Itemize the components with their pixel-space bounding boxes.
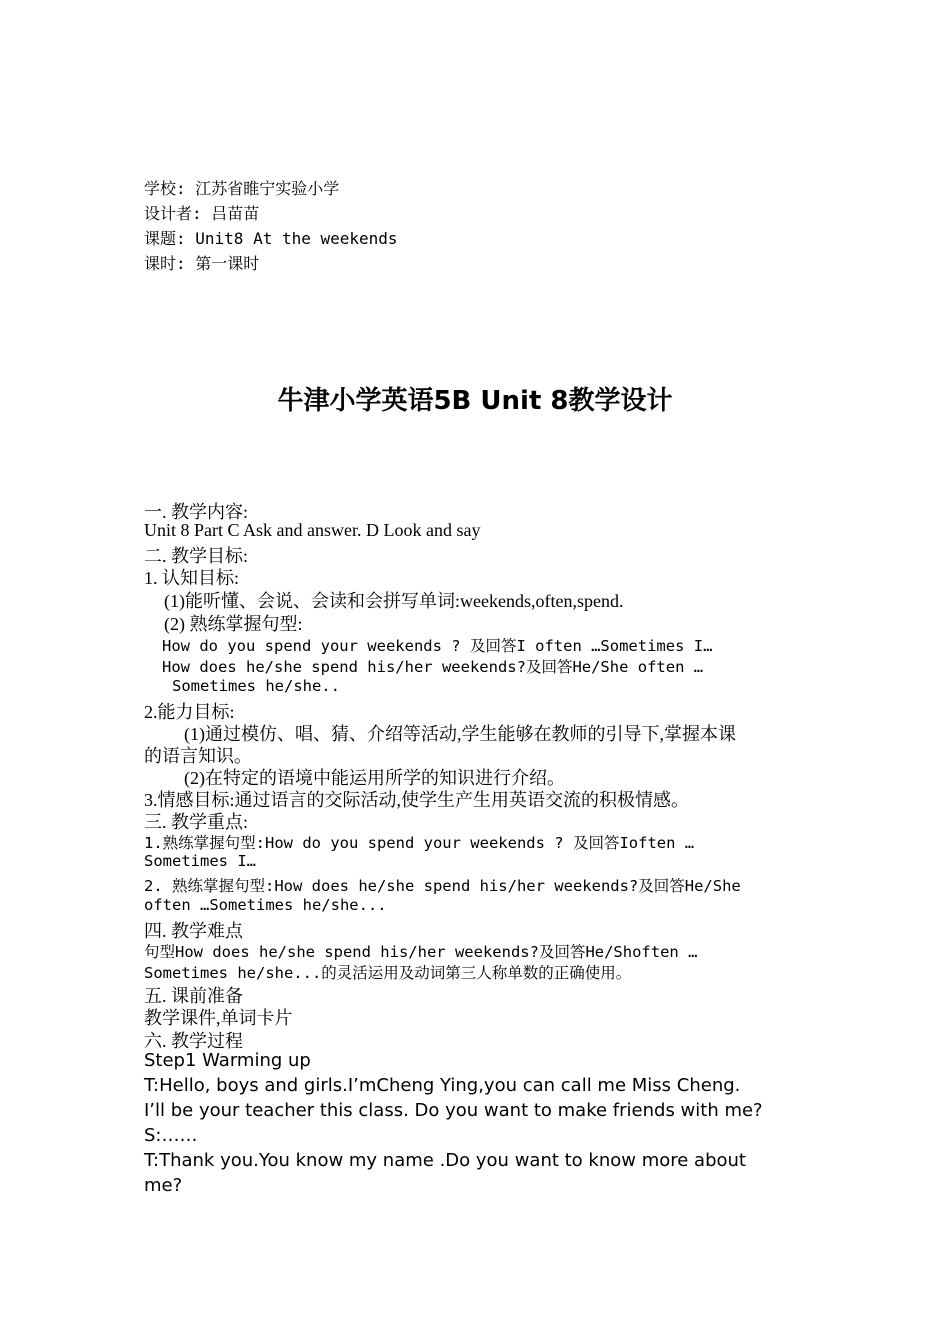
document-title: 牛津小学英语5B Unit 8教学设计 bbox=[277, 386, 673, 416]
text-line: 2. 熟练掌握句型:How does he/she spend his/her weekends?及回答He/She bbox=[144, 877, 741, 895]
period-line: 课时: 第一课时 bbox=[144, 254, 260, 273]
text-line: 3.情感目标:通过语言的交际活动,使学生产生用英语交流的积极情感。 bbox=[144, 790, 689, 810]
section-heading: 五. 课前准备 bbox=[144, 986, 243, 1006]
text-line: (1)通过模仿、唱、猜、介绍等活动,学生能够在教师的引导下,掌握本课 bbox=[184, 724, 736, 744]
dialogue-line: I’ll be your teacher this class. Do you want to make friends with me? bbox=[144, 1100, 763, 1121]
text-line: Sometimes I… bbox=[144, 852, 256, 870]
text-line: How does he/she spend his/her weekends?及回答He/She often … bbox=[162, 658, 704, 676]
text-line: How do you spend your weekends ? 及回答I often …Sometimes I… bbox=[162, 637, 713, 655]
section-heading: 四. 教学难点 bbox=[144, 921, 243, 941]
section-heading: 一. 教学内容: bbox=[144, 502, 249, 522]
dialogue-line: T:Hello, boys and girls.I’mCheng Ying,you can call me Miss Cheng. bbox=[144, 1075, 741, 1096]
text-line: 的语言知识。 bbox=[144, 746, 252, 766]
topic-line: 课题: Unit8 At the weekends bbox=[144, 229, 398, 248]
section-heading: 二. 教学目标: bbox=[144, 546, 249, 566]
dialogue-line: T:Thank you.You know my name .Do you want to know more about bbox=[144, 1150, 746, 1171]
section-heading: 六. 教学过程 bbox=[144, 1031, 243, 1051]
text-line: (2)在特定的语境中能运用所学的知识进行介绍。 bbox=[184, 768, 565, 788]
text-line: (2) 熟练掌握句型: bbox=[164, 614, 303, 634]
school-line: 学校: 江苏省睢宁实验小学 bbox=[144, 179, 340, 198]
text-line: 1. 认知目标: bbox=[144, 568, 240, 588]
step-heading: Step1 Warming up bbox=[144, 1050, 311, 1071]
text-line: 2.能力目标: bbox=[144, 702, 235, 722]
dialogue-line: me? bbox=[144, 1175, 183, 1196]
text-line: Sometimes he/she...的灵活运用及动词第三人称单数的正确使用。 bbox=[144, 964, 632, 982]
designer-line: 设计者: 吕苗苗 bbox=[144, 204, 260, 223]
text-line: 教学课件,单词卡片 bbox=[144, 1008, 293, 1028]
text-line: often …Sometimes he/she... bbox=[144, 896, 387, 914]
text-line: (1)能听懂、会说、会读和会拼写单词:weekends,often,spend. bbox=[164, 591, 624, 611]
dialogue-line: S:…… bbox=[144, 1125, 198, 1146]
text-line: 1.熟练掌握句型:How do you spend your weekends ? 及回答Ioften … bbox=[144, 834, 695, 852]
text-line: Sometimes he/she.. bbox=[172, 677, 340, 695]
text-line: Unit 8 Part C Ask and answer. D Look and say bbox=[144, 520, 481, 540]
section-heading: 三. 教学重点: bbox=[144, 812, 249, 832]
text-line: 句型How does he/she spend his/her weekends?及回答He/Shoften … bbox=[144, 943, 698, 961]
